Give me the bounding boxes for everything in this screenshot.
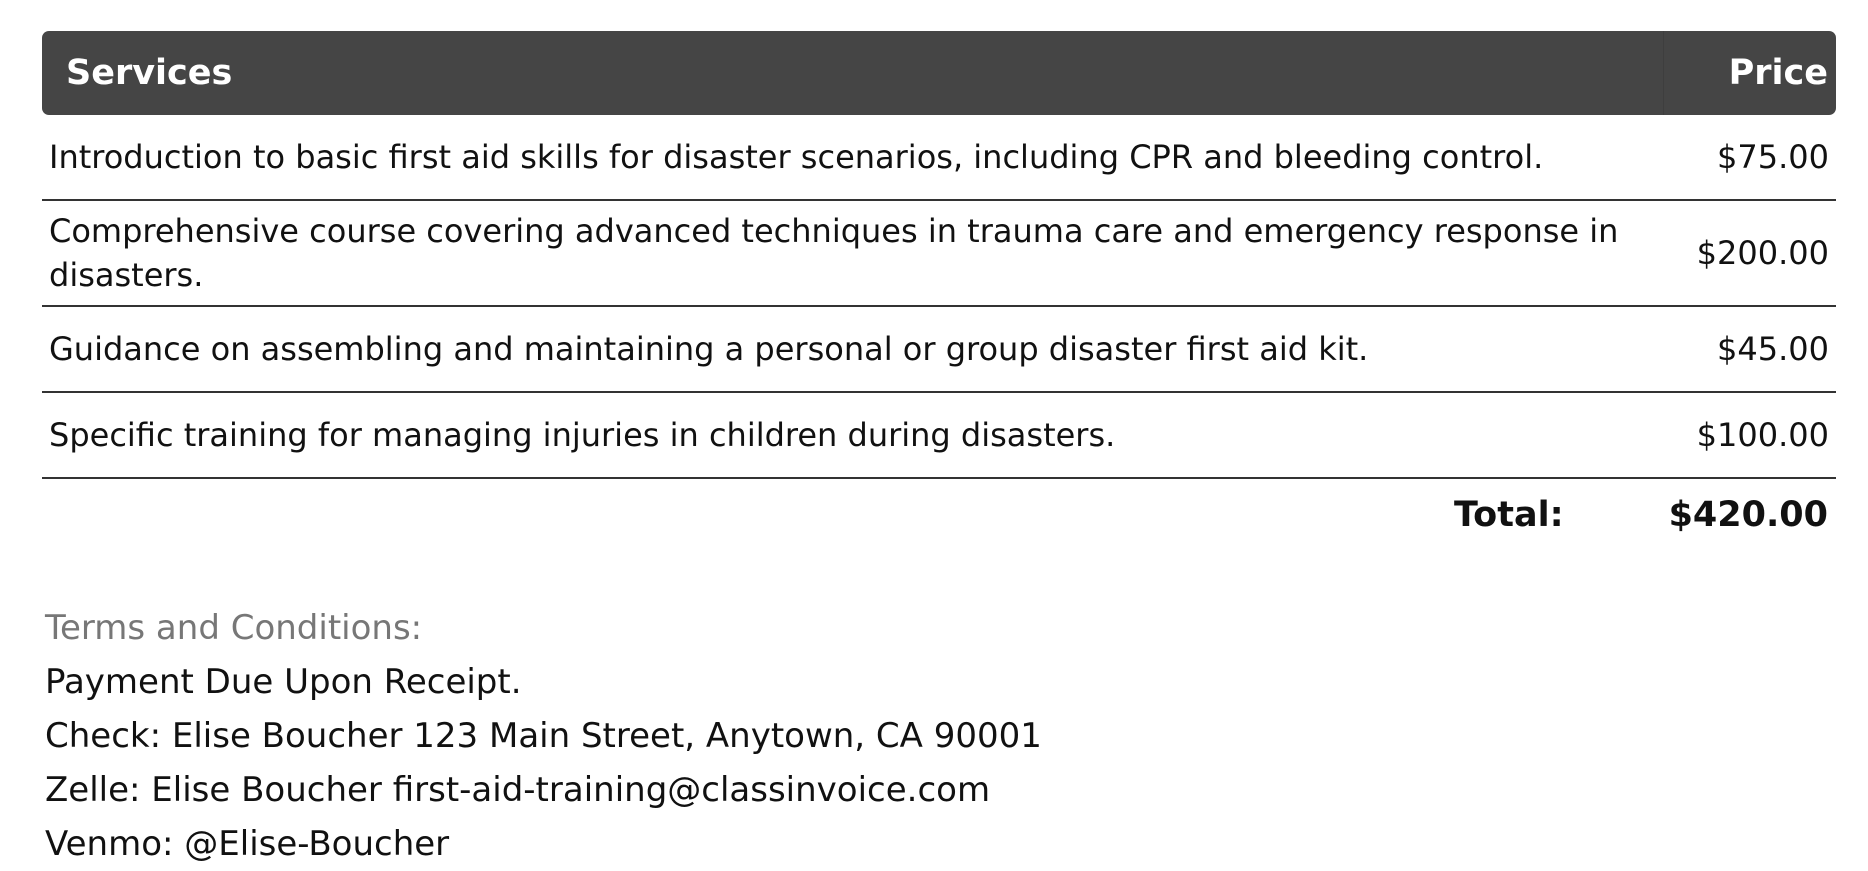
- check-payment-line: Check: Elise Boucher 123 Main Street, Anytown, CA 90001: [45, 716, 1042, 756]
- total-amount: $420.00: [1668, 495, 1828, 535]
- services-column-header: Services: [42, 31, 1664, 115]
- terms-heading: Terms and Conditions:: [45, 608, 423, 648]
- services-table: [42, 31, 1836, 479]
- table-header-row: [42, 31, 1836, 115]
- service-description: Comprehensive course covering advanced techniques in trauma care and emergency response in disasters.: [42, 200, 1664, 306]
- price-column-header: Price: [1664, 31, 1837, 115]
- service-description: Introduction to basic first aid skills for disaster scenarios, including CPR and bleeding control.: [42, 115, 1664, 200]
- service-price: $200.00: [1664, 200, 1837, 306]
- total-row: [1454, 495, 1828, 535]
- table-row: [42, 200, 1836, 306]
- service-price: $75.00: [1664, 115, 1837, 200]
- service-price: $100.00: [1664, 392, 1837, 478]
- table-row: [42, 392, 1836, 478]
- venmo-payment-line: Venmo: @Elise-Boucher: [45, 824, 450, 864]
- service-description: Specific training for managing injuries in children during disasters.: [42, 392, 1664, 478]
- terms-section: [45, 601, 1042, 871]
- zelle-payment-line: Zelle: Elise Boucher first-aid-training@classinvoice.com: [45, 770, 991, 810]
- payment-due-line: Payment Due Upon Receipt.: [45, 662, 522, 702]
- service-description: Guidance on assembling and maintaining a personal or group disaster first aid kit.: [42, 306, 1664, 392]
- total-label: Total:: [1453, 495, 1564, 535]
- service-price: $45.00: [1664, 306, 1837, 392]
- table-row: [42, 306, 1836, 392]
- table-row: [42, 115, 1836, 200]
